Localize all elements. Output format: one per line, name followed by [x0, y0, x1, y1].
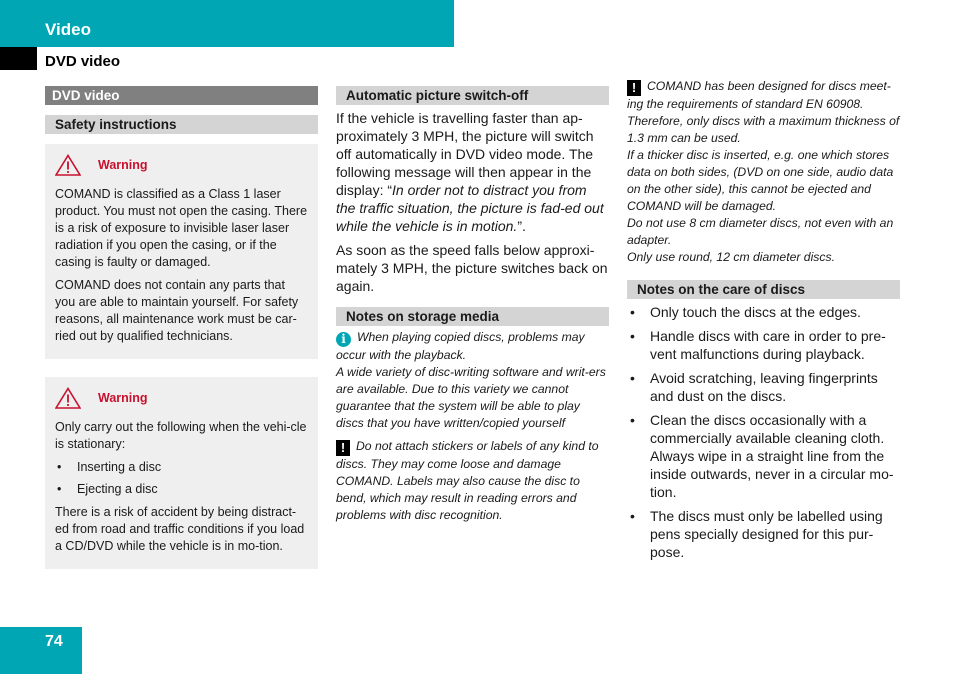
section-bar-dvd-video: DVD video [45, 86, 318, 105]
list-item: • Ejecting a disc [55, 481, 308, 498]
warning-box-stationary [45, 377, 318, 569]
list-item: • Clean the discs occasionally with a commercially available cleaning cloth. Always wipe in a straight line from the inside outwards, never in a circular mo-tion. [627, 411, 900, 501]
caution-icon: ! [627, 80, 641, 96]
warning-triangle-icon [55, 387, 81, 409]
page-title: Video [45, 20, 91, 39]
list-item: • Handle discs with care in order to pre-vent malfunctions during playback. [627, 327, 900, 363]
caution-note [336, 438, 609, 524]
page-subtitle: DVD video [45, 53, 121, 70]
warning-label: Warning [98, 157, 148, 172]
column-right [627, 78, 900, 567]
page-number: 74 [45, 633, 63, 650]
list-item: • Only touch the discs at the edges. [627, 303, 900, 321]
info-note-continued: A wide variety of disc-writing software and writ-ers are available. Due to this variety we cannot guarantee that the system will be able to play discs that you have written/copied yourself [336, 365, 606, 430]
body-paragraph: As soon as the speed falls below approxi-mately 3 MPH, the picture switches back on again. [336, 242, 608, 294]
caution-note-continued: If a thicker disc is inserted, e.g. one which stores data on both sides, (DVD on one side, audio data on the other side), this cannot be ejected and COMAND will be damaged. [627, 148, 894, 213]
section-heading-care-of-discs: Notes on the care of discs [627, 280, 900, 299]
subheader-marker [0, 47, 37, 70]
warning-intro: Only carry out the following when the vehi-cle is stationary: [55, 420, 307, 451]
caution-note [627, 78, 900, 147]
warning-label: Warning [98, 390, 148, 405]
warning-paragraph: COMAND does not contain any parts that you are able to maintain yourself. For safety reasons, all maintenance work must be car-ried out by qualified technicians. [55, 278, 299, 343]
note-text: COMAND has been designed for discs meet-ing the requirements of standard EN 60908. Therefore, only discs with a maximum thickness of 1.3 mm can be used. [627, 79, 900, 145]
caution-note-continued: Do not use 8 cm diameter discs, not even with an adapter. [627, 216, 894, 247]
warning-outro: There is a risk of accident by being distract-ed from road and traffic conditions if you load a CD/DVD while the vehicle is in mo-tion. [55, 505, 305, 553]
list-item: • Inserting a disc [55, 459, 308, 476]
warning-paragraph: COMAND is classified as a Class 1 laser product. You must not open the casing. There is a risk of exposure to invisible laser laser radiation if you open the casing, or if the casing is faulty or damaged. [55, 187, 308, 269]
warning-heading [55, 387, 308, 409]
column-middle [336, 86, 609, 524]
info-icon: i [336, 332, 351, 347]
warning-box-laser [45, 144, 318, 359]
section-heading-storage-media: Notes on storage media [336, 307, 609, 326]
warning-list [55, 459, 308, 498]
paragraph-text: If the vehicle is travelling faster than ap-proximately 3 MPH, the picture will switch off automatically in DVD video mode. [336, 110, 594, 162]
column-left [45, 86, 318, 569]
info-note [336, 329, 609, 364]
caution-icon: ! [336, 440, 350, 456]
note-text: Do not attach stickers or labels of any kind to discs. They may come loose and damage COMAND. Labels may also cause the disc to bend, which may result in reading errors and problems with disc recognition. [336, 439, 599, 522]
list-item: • Avoid scratching, leaving fingerprints and dust on the discs. [627, 369, 900, 405]
paragraph-text: The following message will then appear in the display: “ [336, 146, 594, 198]
warning-heading [55, 154, 308, 176]
paragraph-text: ”. [517, 218, 526, 234]
body-paragraph [336, 109, 609, 235]
display-message-quote: In order not to distract you from the traffic situation, the picture is fad-ed out while the vehicle is in motion. [336, 182, 604, 234]
care-list [627, 303, 900, 561]
caution-note-continued: Only use round, 12 cm diameter discs. [627, 250, 835, 264]
warning-triangle-icon [55, 154, 81, 176]
section-heading-auto-switch-off: Automatic picture switch-off [336, 86, 609, 105]
note-text: When playing copied discs, problems may occur with the playback. [336, 330, 585, 362]
list-item: • The discs must only be labelled using pens specially designed for this pur-pose. [627, 507, 900, 561]
page-number-box [0, 627, 82, 674]
section-heading-safety: Safety instructions [45, 115, 318, 134]
